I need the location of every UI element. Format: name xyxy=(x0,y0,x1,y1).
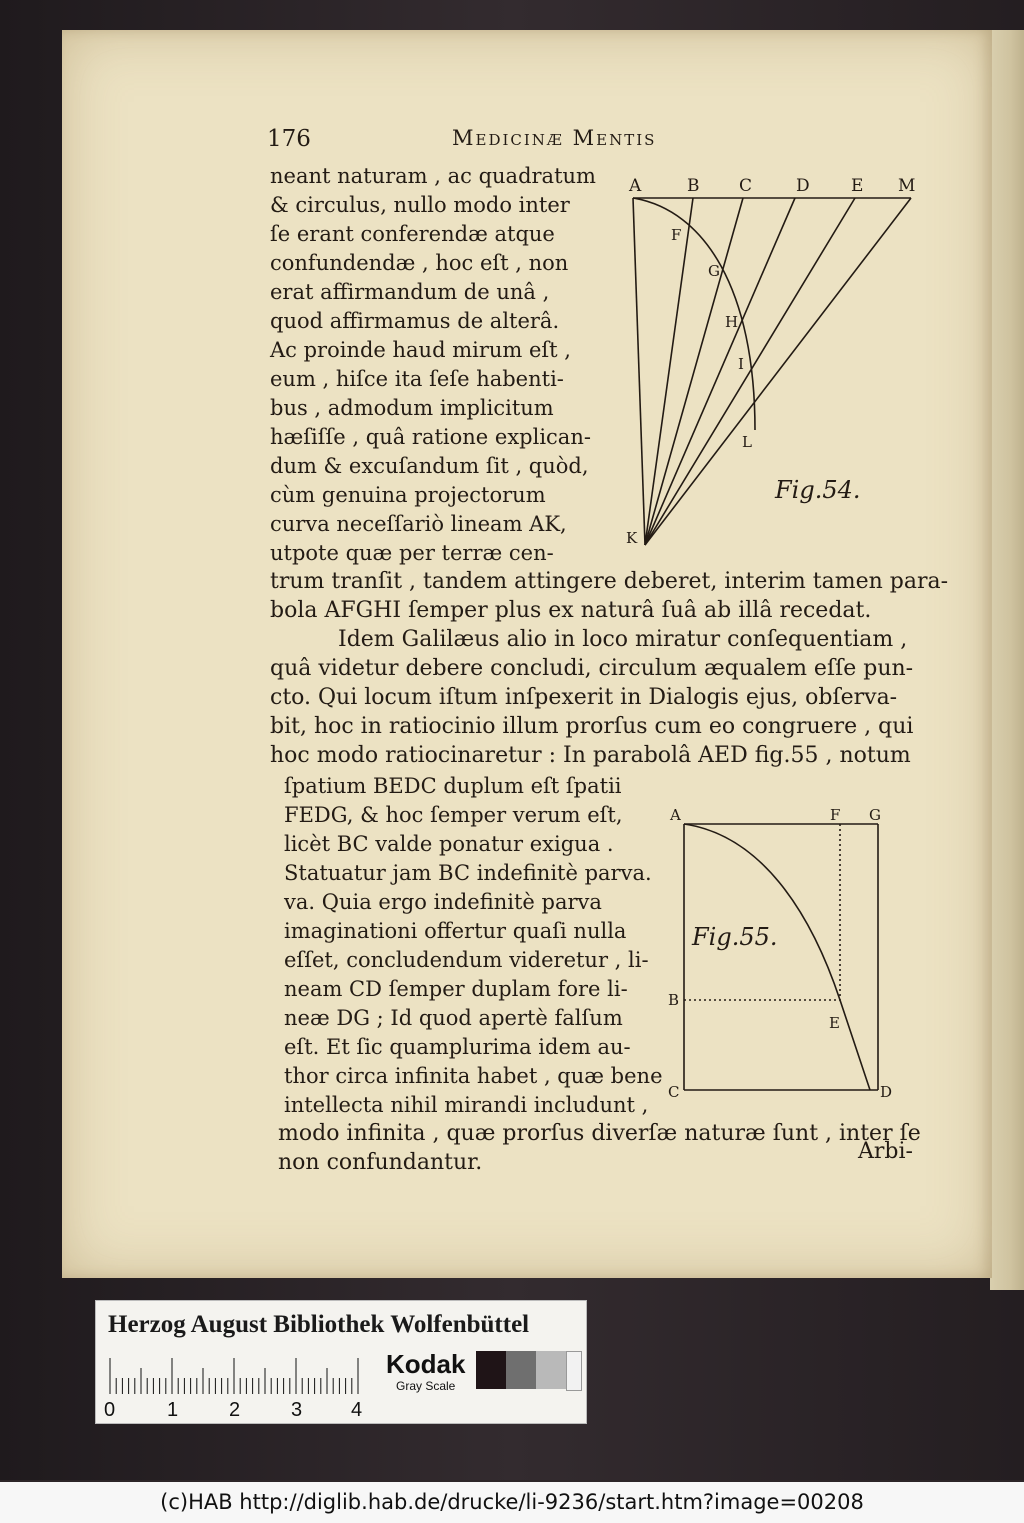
fig55-caption: Fig.55. xyxy=(692,923,778,951)
text-line: thor circa infinita habet , quæ bene xyxy=(284,1064,663,1088)
fig54-point-i: I xyxy=(738,355,744,373)
fig54-point-b: B xyxy=(687,176,700,196)
text-line: cto. Qui locum iſtum inſpexerit in Dialogis ejus, obſerva- xyxy=(270,685,898,710)
gray-swatch-light xyxy=(536,1351,566,1389)
text-line: confundendæ , hoc eſt , non xyxy=(270,251,569,275)
text-line: eſt. Et ſic quamplurima idem au- xyxy=(284,1035,631,1059)
page-number: 176 xyxy=(267,126,311,152)
text-line: hoc modo ratiocinaretur : In parabolâ AED fig.55 , notum xyxy=(270,743,911,768)
text-line: trum tranſit , tandem attingere deberet, interim tamen para- xyxy=(270,569,949,594)
ruler-label: 3 xyxy=(291,1399,303,1421)
text-line: imaginationi offertur quaſi nulla xyxy=(284,919,627,943)
text-line: eum , hiſce ita ſeſe habenti- xyxy=(270,367,564,391)
text-line: erat affirmandum de unâ , xyxy=(270,280,550,304)
ruler xyxy=(108,1356,368,1396)
gray-swatch-white xyxy=(566,1351,582,1391)
fig54-caption: Fig.54. xyxy=(775,476,861,504)
fig54-point-d: D xyxy=(796,176,810,196)
fig54-point-c: C xyxy=(739,176,753,196)
text-line: eſſet, concludendum videretur , li- xyxy=(284,948,649,972)
fig55-point-d: D xyxy=(880,1083,893,1101)
text-line: cùm genuina projectorum xyxy=(270,483,546,507)
fig54-point-m: M xyxy=(898,176,916,196)
text-line: non confundantur. xyxy=(278,1150,483,1175)
text-line: Idem Galilæus alio in loco miratur conſequentiam , xyxy=(338,627,908,652)
text-line: Ac proinde haud mirum eſt , xyxy=(270,338,571,362)
fig54-point-k: K xyxy=(626,529,638,547)
fig54-point-l: L xyxy=(742,433,752,451)
text-line: quod affirmamus de alterâ. xyxy=(270,309,560,333)
fig55-point-b: B xyxy=(668,991,680,1009)
text-line: licèt BC valde ponatur exigua . xyxy=(284,832,614,856)
fig55-point-e: E xyxy=(829,1014,840,1032)
ruler-label: 1 xyxy=(167,1399,179,1421)
library-name: Herzog August Bibliothek Wolfenbüttel xyxy=(108,1311,530,1338)
fig55-point-a: A xyxy=(670,806,681,824)
footer-credit: (c)HAB http://diglib.hab.de/drucke/li-9236/start.htm?image=00208 xyxy=(0,1482,1024,1523)
catchword: Arbi- xyxy=(858,1139,913,1164)
text-line: dum & excuſandum ſit , quòd, xyxy=(270,454,589,478)
figure-54 xyxy=(615,170,935,560)
text-line: neant naturam , ac quadratum xyxy=(270,164,596,188)
text-line: hæſiſſe , quâ ratione explican- xyxy=(270,425,591,449)
gray-swatch-black xyxy=(476,1351,506,1389)
running-title: Medicinæ Mentis xyxy=(452,126,657,150)
adjacent-page-edge xyxy=(990,30,1024,1290)
fig55-point-g: G xyxy=(869,806,881,824)
fig55-point-f: F xyxy=(830,806,841,824)
text-line: Statuatur jam BC indefinitè parva. xyxy=(284,861,652,885)
fig54-point-h: H xyxy=(725,313,739,331)
fig54-point-a: A xyxy=(629,176,642,196)
ruler-label: 4 xyxy=(351,1399,363,1421)
library-card xyxy=(95,1300,587,1424)
text-line: neam CD ſemper duplam fore li- xyxy=(284,977,628,1001)
text-line: & circulus, nullo modo inter xyxy=(270,193,570,217)
gray-swatch-dark xyxy=(506,1351,536,1389)
figure-55 xyxy=(660,800,910,1100)
ruler-label: 2 xyxy=(229,1399,241,1421)
kodak-gray-scale-label: Gray Scale xyxy=(396,1379,456,1393)
fig54-point-g: G xyxy=(708,262,720,280)
text-line: neæ DG ; Id quod apertè falſum xyxy=(284,1006,623,1030)
text-line: intellecta nihil mirandi includunt , xyxy=(284,1093,649,1117)
text-line: utpote quæ per terræ cen- xyxy=(270,541,554,565)
text-line: bit, hoc in ratiocinio illum prorſus cum eo congruere , qui xyxy=(270,714,914,739)
text-line: quâ videtur debere concludi, circulum æqualem eſſe pun- xyxy=(270,656,914,681)
text-line: bus , admodum implicitum xyxy=(270,396,554,420)
fig55-point-c: C xyxy=(668,1083,680,1101)
text-line: ſe erant conferendæ atque xyxy=(270,222,555,246)
text-line: bola AFGHI ſemper plus ex naturâ ſuâ ab illâ recedat. xyxy=(270,598,872,623)
fig54-point-f: F xyxy=(671,226,682,244)
text-line: ſpatium BEDC duplum eſt ſpatii xyxy=(284,774,622,798)
fig54-point-e: E xyxy=(851,176,864,196)
ruler-label: 0 xyxy=(104,1399,116,1421)
text-line: FEDG, & hoc ſemper verum eſt, xyxy=(284,803,623,827)
text-line: curva neceſſariò lineam AK, xyxy=(270,512,567,536)
text-line: va. Quia ergo indefinitè parva xyxy=(284,890,602,914)
kodak-logo: Kodak xyxy=(386,1349,466,1379)
text-line: modo infinita , quæ prorſus diverſæ naturæ ſunt , inter ſe xyxy=(278,1121,921,1146)
